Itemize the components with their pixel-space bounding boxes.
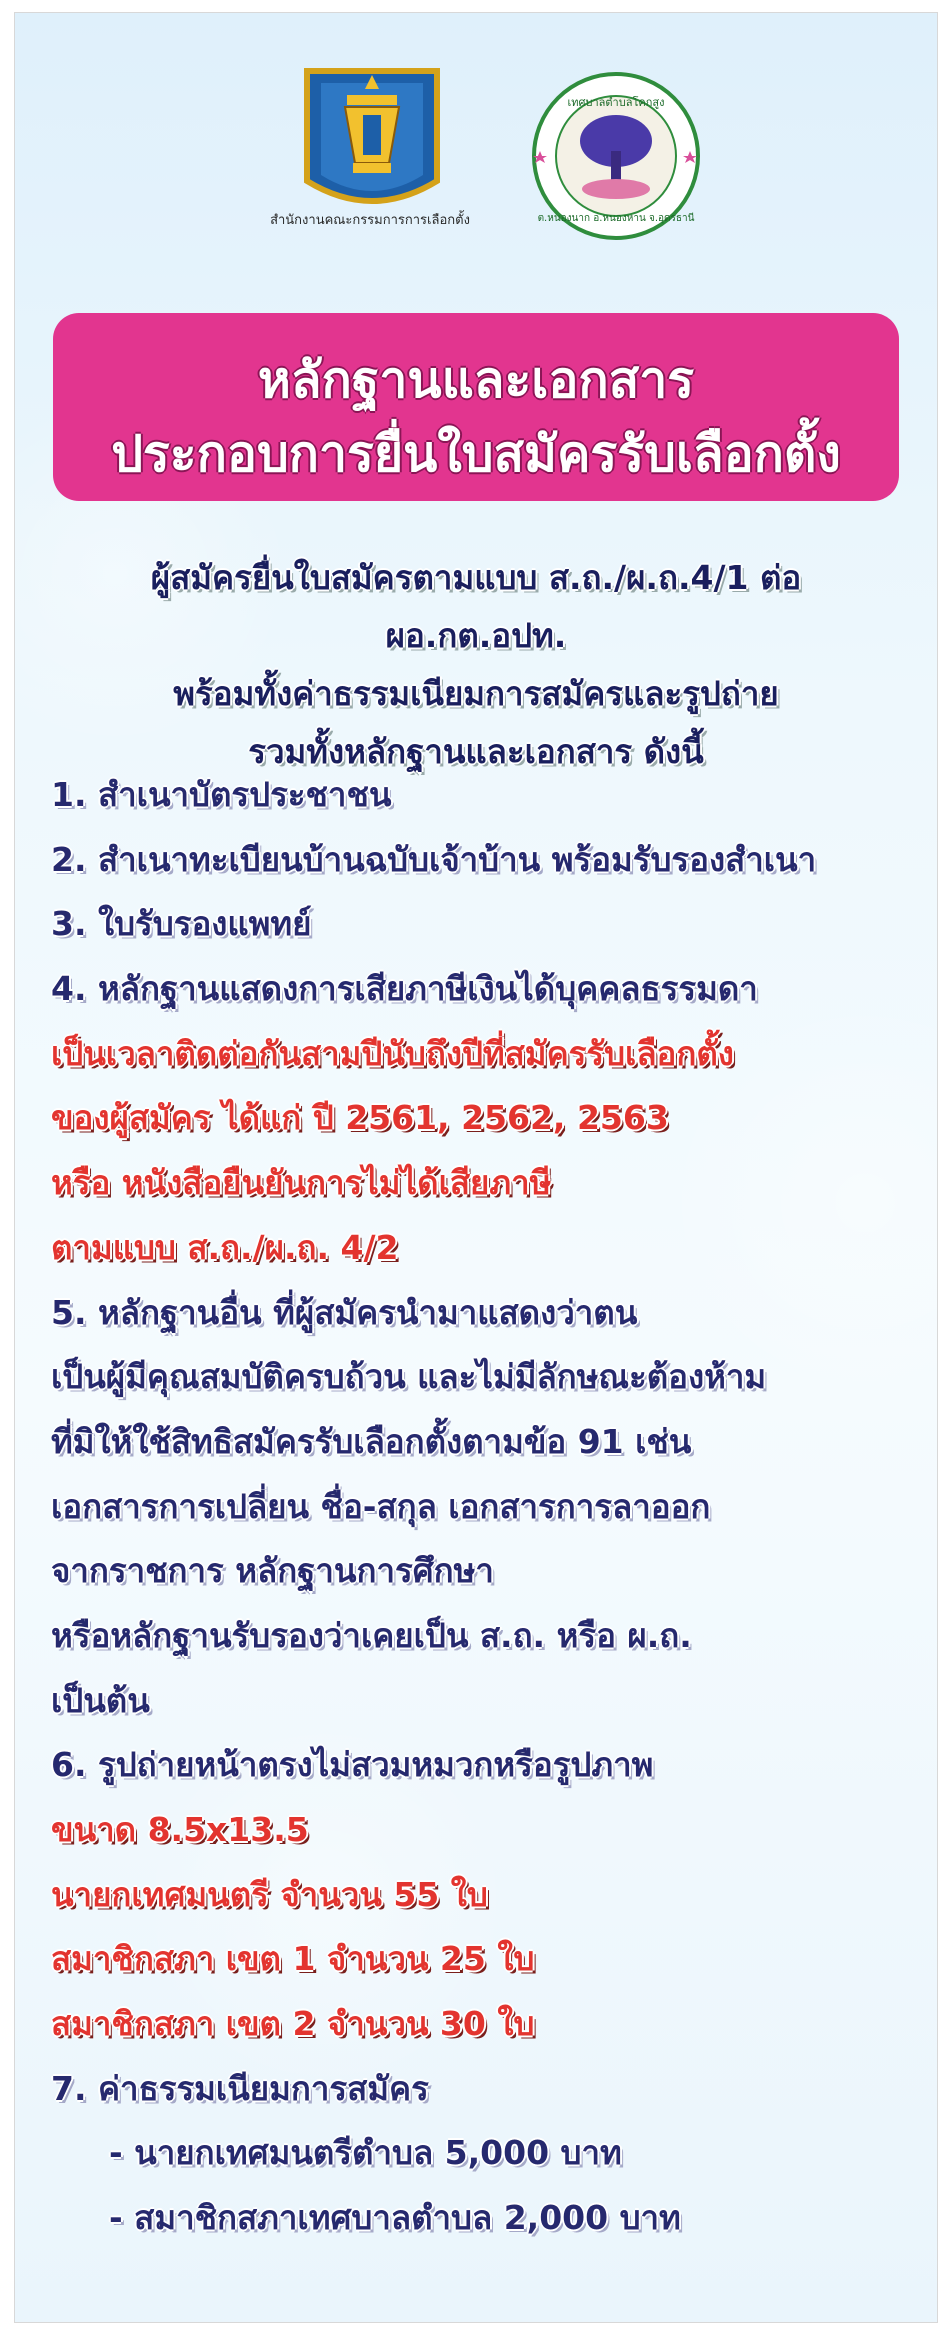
title-banner [53,313,899,501]
list-item: สมาชิกสภา เขต 1 จำนวน 25 ใบ [51,1939,535,1979]
list-item: หรือหลักฐานรับรองว่าเคยเป็น ส.ถ. หรือ ผ.ถ. [51,1615,692,1655]
list-item: 4. หลักฐานแสดงการเสียภาษีเงินได้บุคคลธรรมดา [51,969,758,1009]
list-item: เป็นต้น [51,1680,150,1720]
list-item: ของผู้สมัคร ได้แก่ ปี 2561, 2562, 2563 [51,1098,669,1138]
ect-logo [265,63,475,233]
list-item: จากราชการ หลักฐานการศึกษา [51,1551,494,1591]
list-item: 2. สำเนาทะเบียนบ้านฉบับเจ้าบ้าน พร้อมรับรองสำเนา [51,839,817,879]
ect-logo-caption: สำนักงานคณะกรรมการการเลือกตั้ง [270,213,470,228]
banner-title-line2: ประกอบการยื่นใบสมัครรับเลือกตั้ง [111,425,841,483]
list-item: 7. ค่าธรรมเนียมการสมัคร [51,2068,429,2108]
document-list [51,763,921,2251]
intro-line: รวมทั้งหลักฐานและเอกสาร ดังนี้ [248,732,704,771]
list-item: - นายกเทศมนตรีตำบล 5,000 บาท [109,2133,622,2173]
municipality-seal-logo [501,71,731,241]
list-item: ขนาด 8.5x13.5 [51,1810,309,1849]
list-item: - สมาชิกสภาเทศบาลตำบล 2,000 บาท [109,2198,681,2238]
intro-line: พร้อมทั้งค่าธรรมเนียมการสมัครและรูปถ่าย [173,674,779,713]
intro-line: ผู้สมัครยื่นใบสมัครตามแบบ ส.ถ./ผ.ถ.4/1 ต่อ ผอ.กต.อปท. [150,558,802,655]
banner-title-line1: หลักฐานและเอกสาร [257,351,695,409]
list-item: ตามแบบ ส.ถ./ผ.ถ. 4/2 [51,1227,399,1267]
list-item: 3. ใบรับรองแพทย์ [51,904,312,944]
list-item: 6. รูปถ่ายหน้าตรงไม่สวมหมวกหรือรูปภาพ [51,1745,654,1785]
list-item: เป็นเวลาติดต่อกันสามปีนับถึงปีที่สมัครรับเลือกตั้ง [51,1033,734,1073]
municipality-seal-top-text: เทศบาลตำบลโคกสูง [567,96,665,109]
list-item: สมาชิกสภา เขต 2 จำนวน 30 ใบ [51,2004,535,2044]
municipality-seal-bottom-text: ต.หนองนาก อ.หนองหาน จ.อุดรธานี [537,213,695,224]
list-item: ที่มิให้ใช้สิทธิสมัครรับเลือกตั้งตามข้อ 91 เช่น [51,1421,692,1461]
list-item: 5. หลักฐานอื่น ที่ผู้สมัครนำมาแสดงว่าตน [51,1292,638,1332]
list-item: นายกเทศมนตรี จำนวน 55 ใบ [51,1874,488,1914]
poster [14,12,938,2323]
intro-paragraph [55,549,897,781]
list-item: 1. สำเนาบัตรประชาชน [51,775,392,814]
list-item: เป็นผู้มีคุณสมบัติครบถ้วน และไม่มีลักษณะต้องห้าม [51,1357,767,1397]
list-item: หรือ หนังสือยืนยันการไม่ได้เสียภาษี [51,1163,552,1203]
list-item: เอกสารการเปลี่ยน ชื่อ-สกุล เอกสารการลาออก [51,1486,711,1526]
